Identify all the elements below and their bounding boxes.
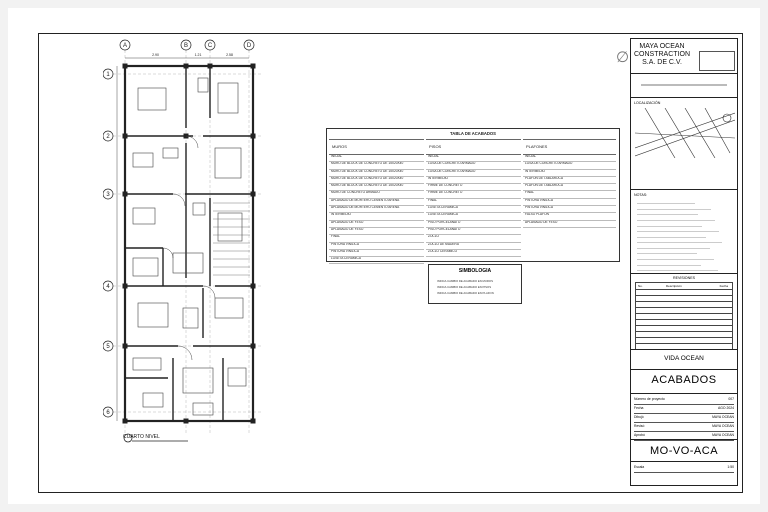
table-row: MURO DE BLOCK DE CONCRETO DE 15X20X40 [329,184,424,191]
furniture [215,148,241,178]
legend-item: INDICA CAMBIO DE ACABADO EN PISOS [437,285,492,289]
dimension-text: 1.21 [194,53,202,57]
table-row: PINTURA VINILICA [329,250,424,257]
structural-column [123,192,128,197]
note-line [637,261,701,265]
note-line [637,211,698,215]
revisions-section [631,273,737,348]
furniture [173,253,203,273]
note-line [637,267,718,271]
notes-section [631,189,737,272]
note-line [637,217,715,221]
furniture [228,368,246,386]
table-row: PINTURA VINILICA [523,199,616,206]
legend-item: INDICA CAMBIO DE ACABADO EN MUROS [437,279,493,283]
table-row: PISO PORCELANATO [426,221,521,228]
table-row: LOSETA CERAMICA [426,206,521,213]
table-row: INTERMEDIO [523,170,616,177]
column-header-label: MUROS [332,144,347,149]
field-value: MAYA OCEAN [712,433,734,437]
structural-column [123,64,128,69]
note-line [637,245,710,249]
drawing-sheet [8,8,760,504]
plan-level-label: CUARTO NIVEL [123,434,160,440]
column-pisos [426,155,521,259]
table-row: INICIAL [329,155,424,162]
scale-key: Escala [634,465,645,469]
company-line: S.A. DE C.V. [642,59,682,66]
location-map [635,108,735,158]
field-key: Número de proyecto [634,397,665,401]
floor-plan [103,38,313,443]
axis-label: 4 [106,284,110,290]
table-row: PINTURA VINILICA [523,206,616,213]
field-value: 007 [728,397,734,401]
note-line [637,233,706,237]
furniture [183,308,198,328]
table-row: FALSO PLAFON [523,213,616,220]
company-line: MAYA OCEAN [639,43,685,50]
table-row: LOSA DE CONCRETO ARMADO [426,170,521,177]
field-key: Revisó [634,424,645,428]
table-row: LOSA DE CONCRETO ARMADO [426,162,521,169]
title-block [630,38,738,486]
furniture [138,303,168,327]
axis-label: D [246,43,252,49]
structural-column [123,344,128,349]
door-swing [173,194,185,206]
table-row: MURO DE CONCRETO ARMADO [329,191,424,198]
legend-item: INDICA CAMBIO DE ACABADO EN PLAFON [437,291,494,295]
structural-column [251,134,256,139]
axis-label: A [122,43,128,49]
axis-label: B [183,43,189,49]
furniture [193,203,205,215]
table-row: FIRME DE CONCRETO [426,184,521,191]
table-row: INTERMEDIO [329,213,424,220]
notes-label: NOTAS: [634,193,648,197]
note-line [637,222,702,226]
project-section [631,349,737,368]
table-row: FINAL [523,191,616,198]
structural-column [123,134,128,139]
note-line [637,206,711,210]
logo-placeholder [699,51,735,71]
field-key: Fecha [634,406,644,410]
north-arrow-icon: ∅ [616,49,630,66]
structural-column [184,64,189,69]
fields-section [631,393,737,440]
sheet-title-section [631,369,737,392]
furniture [183,368,213,393]
table-row: PLAFON DE TABLAROCA [523,184,616,191]
furniture [218,83,238,113]
furniture [133,258,158,276]
rev-col-desc: Descripción [666,284,682,288]
furniture [215,298,243,318]
furniture [133,358,161,370]
dimension-text: 2.90 [152,53,159,57]
column-muros [329,155,424,259]
table-row: INICIAL [426,155,521,162]
company-name [631,43,693,67]
legend-title: SIMBOLOGIA [458,268,492,274]
scale-row [634,463,734,473]
sheet-code: MO-VO-ACA [649,445,719,457]
furniture [138,88,166,110]
table-row: PISO PORCELANATO [426,228,521,235]
location-section [631,97,737,188]
field-value: AGO 2024 [717,406,734,410]
furniture [143,393,163,407]
table-row: FIRME DE CONCRETO [426,191,521,198]
structural-column [251,344,256,349]
field-value: MAYA OCEAN [712,415,734,419]
floor-plan-drawing [103,38,313,443]
door-swing [163,248,173,258]
address-section [631,73,737,96]
structural-column [123,284,128,289]
structural-column [251,192,256,197]
column-plafones [523,155,616,259]
note-line [637,228,719,232]
structural-column [251,64,256,69]
column-header-plafones [523,139,616,155]
table-row: MURO DE BLOCK DE CONCRETO DE 15X20X40 [329,170,424,177]
location-label: LOCALIZACIÓN [634,101,661,105]
door-swing [178,346,192,360]
table-row: ZOCLO DE MADERA [426,243,521,250]
rev-col-no: No. [638,284,643,288]
sheet-title: ACABADOS [651,374,717,386]
door-swing [203,286,215,298]
column-header-label: PISOS [429,144,442,149]
legend-box [428,264,522,304]
furniture [133,208,155,224]
note-line [637,256,714,260]
note-line [637,250,697,254]
furniture [198,78,208,92]
structural-column [251,284,256,289]
table-row: LOSA DE CONCRETO ARMADO [523,162,616,169]
structural-column [184,419,189,424]
dimension-text: 2.58 [226,53,233,57]
table-row: APLANADO DE YESO [523,221,616,228]
table-row: LOSETA CERAMICA [426,213,521,220]
scale-section [631,461,737,486]
column-header-muros [329,139,424,155]
revisions-table [635,282,733,350]
notes-lines [637,200,733,273]
table-row: ZOCLO [426,235,521,242]
column-header-pisos [426,139,521,155]
rev-col-date: Fecha [719,284,728,288]
axis-label: 1 [106,72,110,78]
axis-label: C [207,43,213,49]
structural-column [251,419,256,424]
structural-column [123,419,128,424]
table-row: PLAFON DE TABLAROCA [523,177,616,184]
company-line: CONSTRACTION [634,51,690,58]
table-row: APLANADO DE MORTERO CEMENTO ARENA [329,206,424,213]
scale-value: 1:50 [727,465,734,469]
table-row: PINTURA VINILICA [329,243,424,250]
table-row: MURO DE BLOCK DE CONCRETO DE 15X20X40 [329,162,424,169]
revisions-label: REVISIONES [673,276,695,280]
sheet-code-section [631,439,737,460]
table-row: ZOCLO CERAMICO [426,250,521,257]
table-row: APLANADO DE YESO [329,228,424,235]
furniture [133,153,153,167]
axis-label: 5 [106,344,110,350]
axis-label: 3 [106,192,110,198]
field-key: Dibujó [634,415,644,419]
axis-label: 2 [106,134,110,140]
revisions-header [635,282,733,290]
field-key: Aprobó [634,433,645,437]
note-line [637,200,695,204]
revisions-rows [635,290,733,350]
table-row: MURO DE BLOCK DE CONCRETO DE 15X20X40 [329,177,424,184]
furniture [193,403,213,415]
table-row: LOSETA CERAMICA [329,257,424,264]
structural-column [208,64,213,69]
column-header-label: PLAFONES [526,144,548,149]
table-row: INICIAL [523,155,616,162]
finishes-table-title: TABLA DE ACABADOS [450,131,496,136]
table-row: FINAL [426,199,521,206]
furniture [163,148,178,158]
note-line [637,239,722,243]
project-name: VIDA OCEAN [664,355,704,362]
address-text-line [641,84,727,86]
table-row: APLANADO DE MORTERO CEMENTO ARENA [329,199,424,206]
table-row: FINAL [329,235,424,242]
field-value: MAYA OCEAN [712,424,734,428]
axis-label: 6 [106,410,110,416]
table-row: APLANADO DE YESO [329,221,424,228]
table-row: INTERMEDIO [426,177,521,184]
finishes-table [326,128,620,262]
